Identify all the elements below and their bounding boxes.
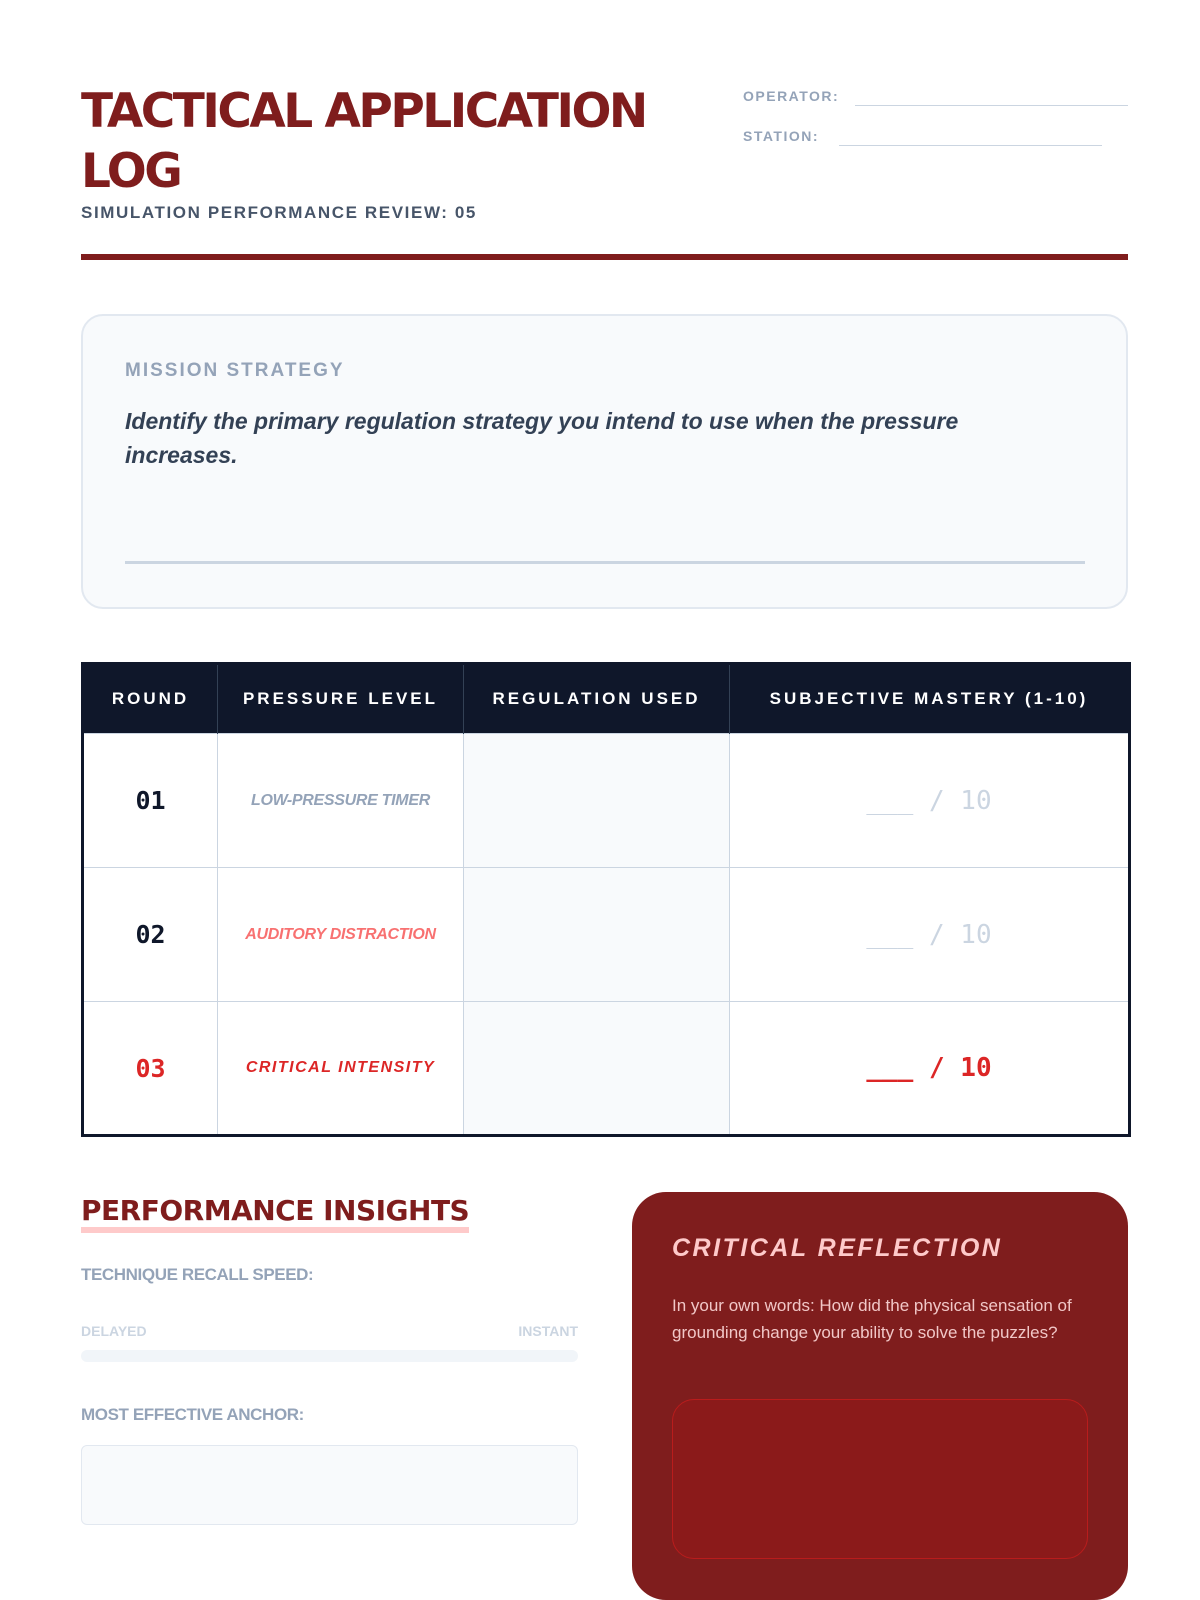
reflection-title: CRITICAL REFLECTION	[672, 1234, 1003, 1262]
round-number: 02	[135, 920, 166, 949]
round-number: 03	[135, 1053, 166, 1083]
worksheet-page	[81, 0, 1128, 1600]
round-cell	[83, 868, 218, 1002]
mastery-score: ___ / 10	[866, 785, 992, 816]
pressure-cell	[218, 1002, 464, 1136]
round-log-table	[81, 662, 1131, 1137]
page-title: TACTICAL APPLICATION LOG	[81, 84, 646, 199]
table-header-row	[83, 664, 1130, 734]
insights-title: PERFORMANCE INSIGHTS	[81, 1195, 469, 1233]
mastery-cell[interactable]	[730, 1002, 1130, 1136]
header-regulation-used: REGULATION USED	[464, 664, 730, 734]
pressure-level: AUDITORY DISTRACTION	[245, 925, 436, 943]
header-divider	[81, 254, 1128, 260]
operator-line[interactable]	[855, 105, 1128, 106]
operator-field[interactable]	[743, 82, 1128, 106]
header-subjective-mastery: SUBJECTIVE MASTERY (1-10)	[730, 664, 1130, 734]
mastery-score: ___ / 10	[866, 919, 992, 950]
reflection-input[interactable]	[672, 1399, 1088, 1559]
scale-min-label: DELAYED	[81, 1323, 147, 1339]
regulation-cell[interactable]	[464, 734, 730, 868]
operator-label: OPERATOR:	[743, 88, 840, 104]
round-number: 01	[135, 786, 166, 815]
performance-insights	[81, 1195, 578, 1525]
mastery-cell[interactable]	[730, 734, 1130, 868]
round-cell	[83, 734, 218, 868]
recall-speed-label: TECHNIQUE RECALL SPEED:	[81, 1265, 314, 1284]
scale-max-label: INSTANT	[518, 1323, 578, 1339]
pressure-cell	[218, 734, 464, 868]
pressure-level: CRITICAL INTENSITY	[245, 1059, 436, 1076]
recall-speed-slider[interactable]	[81, 1350, 578, 1362]
critical-reflection-card	[632, 1192, 1128, 1600]
pressure-level: LOW-PRESSURE TIMER	[251, 791, 430, 809]
header	[81, 82, 1128, 262]
strategy-answer-line[interactable]	[125, 561, 1085, 564]
station-line[interactable]	[839, 145, 1102, 146]
round-cell	[83, 1002, 218, 1136]
mastery-cell[interactable]	[730, 868, 1130, 1002]
table-row	[83, 868, 1130, 1002]
regulation-cell[interactable]	[464, 1002, 730, 1136]
pressure-cell	[218, 868, 464, 1002]
mastery-score: ___ / 10	[866, 1053, 992, 1083]
reflection-prompt: In your own words: How did the physical sensation of grounding change your ability to solve the puzzles?	[672, 1296, 1072, 1342]
station-field[interactable]	[743, 122, 1128, 146]
strategy-prompt: Identify the primary regulation strategy you intend to use when the pressure increases.	[125, 408, 959, 468]
regulation-cell[interactable]	[464, 868, 730, 1002]
header-round: ROUND	[83, 664, 218, 734]
mission-strategy-card	[81, 314, 1128, 609]
page-subtitle: SIMULATION PERFORMANCE REVIEW: 05	[81, 203, 477, 222]
anchor-input[interactable]	[81, 1445, 578, 1525]
header-pressure-level: PRESSURE LEVEL	[218, 664, 464, 734]
strategy-label: MISSION STRATEGY	[125, 360, 345, 381]
table-row	[83, 1002, 1130, 1136]
station-label: STATION:	[743, 128, 820, 144]
table-row	[83, 734, 1130, 868]
anchor-label: MOST EFFECTIVE ANCHOR:	[81, 1405, 304, 1424]
